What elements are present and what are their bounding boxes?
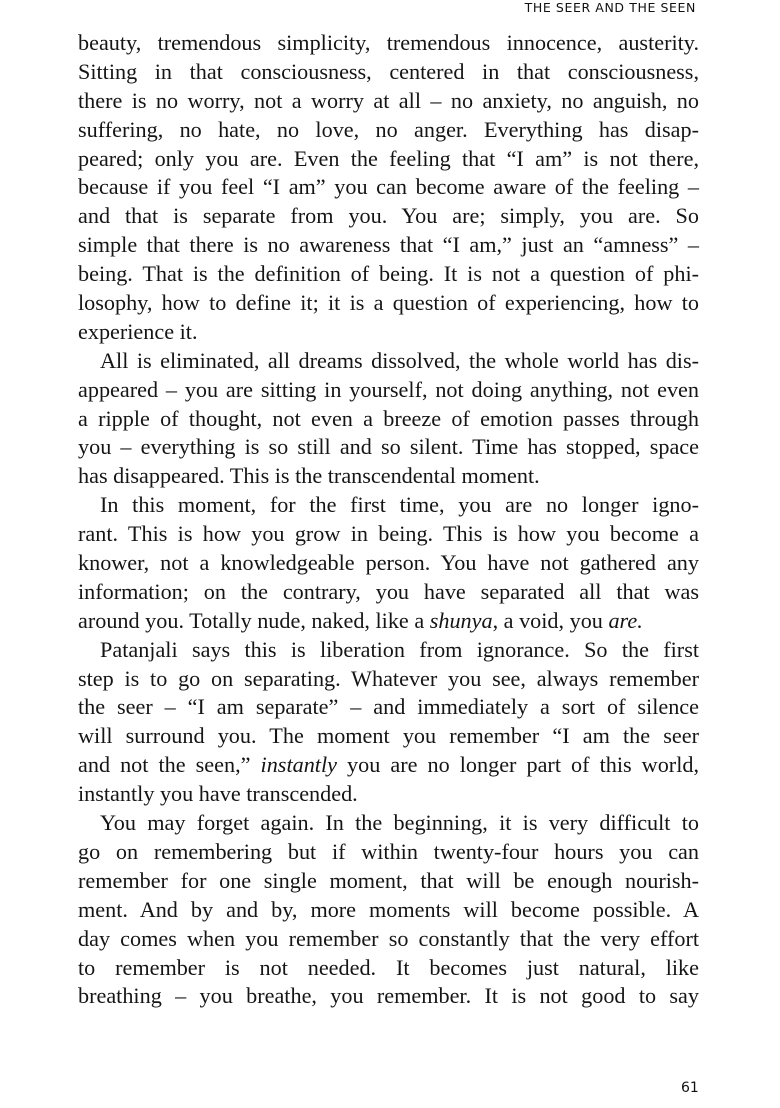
text-segment: experience it.	[78, 318, 198, 344]
text-segment: around you. Totally nude, naked, like a	[78, 607, 430, 633]
text-line	[78, 578, 699, 607]
text-segment: instantly you have transcended.	[78, 781, 358, 807]
text-segment: Sitting in that consciousness, centered in that consciousness,	[78, 58, 699, 84]
text-segment: simple that there is no awareness that “I am,” just an “amness” –	[78, 232, 699, 258]
text-segment: knower, not a knowledgeable person. You have not gathered any	[78, 550, 699, 576]
text-line	[78, 405, 699, 434]
text-segment: to remember is not needed. It becomes just natural, like	[78, 954, 699, 980]
text-segment: a ripple of thought, not even a breeze of emotion passes through	[78, 405, 699, 431]
text-segment: and that is separate from you. You are; simply, you are. So	[78, 203, 699, 229]
paragraph	[78, 491, 699, 635]
text-line	[78, 520, 699, 549]
italic-text: shunya	[429, 607, 493, 633]
body-text	[78, 29, 699, 1011]
text-line	[78, 260, 699, 289]
text-segment: there is no worry, not a worry at all – no anxiety, no anguish, no	[78, 87, 699, 113]
text-line	[78, 116, 699, 145]
page-number: 61	[681, 1080, 699, 1096]
text-segment: you – everything is so still and so silent. Time has stopped, space	[78, 434, 699, 460]
text-segment: day comes when you remember so constantly that the very effort	[78, 925, 699, 951]
text-line	[78, 925, 699, 954]
paragraph	[78, 347, 699, 491]
text-line	[78, 867, 699, 896]
text-segment: will surround you. The moment you remember “I am the seer	[78, 723, 699, 749]
paragraph	[78, 636, 699, 809]
text-line	[78, 491, 699, 520]
text-segment: being. That is the definition of being. It is not a question of phi-	[78, 261, 699, 287]
text-line	[78, 231, 699, 260]
text-segment: losophy, how to define it; it is a question of experiencing, how to	[78, 290, 699, 316]
italic-text: are.	[608, 607, 643, 633]
text-segment: You may forget again. In the beginning, it is very difficult to	[100, 810, 699, 836]
text-segment: breathing – you breathe, you remember. It is not good to say	[78, 983, 699, 1009]
text-segment: appeared – you are sitting in yourself, not doing anything, not even	[78, 376, 699, 402]
text-line	[78, 173, 699, 202]
text-line	[78, 636, 699, 665]
text-line	[78, 58, 699, 87]
paragraph	[78, 29, 699, 347]
text-segment: rant. This is how you grow in being. This is how you become a	[78, 521, 699, 547]
text-segment: go on remembering but if within twenty-four hours you can	[78, 838, 699, 864]
text-segment: Patanjali says this is liberation from ignorance. So the first	[100, 636, 699, 662]
text-segment: ment. And by and by, more moments will become possible. A	[78, 896, 699, 922]
text-line	[78, 549, 699, 578]
text-line	[78, 347, 699, 376]
text-line	[78, 838, 699, 867]
text-segment: the seer – “I am separate” – and immediately a sort of silence	[78, 694, 699, 720]
text-segment: and not the seen,”	[78, 752, 261, 778]
text-line	[78, 145, 699, 174]
text-line	[78, 722, 699, 751]
text-line	[78, 607, 699, 636]
text-line	[78, 751, 699, 780]
text-segment: remember for one single moment, that will be enough nourish-	[78, 867, 699, 893]
text-segment: In this moment, for the first time, you are no longer igno-	[100, 492, 699, 518]
text-line	[78, 202, 699, 231]
text-segment: has disappeared. This is the transcendental moment.	[78, 463, 540, 489]
text-line	[78, 809, 699, 838]
italic-text: instantly	[260, 752, 337, 778]
text-line	[78, 665, 699, 694]
text-line	[78, 376, 699, 405]
text-line	[78, 780, 699, 809]
text-line	[78, 982, 699, 1011]
text-line	[78, 693, 699, 722]
text-line	[78, 433, 699, 462]
text-line	[78, 896, 699, 925]
text-line	[78, 87, 699, 116]
text-line	[78, 954, 699, 983]
text-segment: step is to go on separating. Whatever you see, always remember	[78, 665, 699, 691]
text-line	[78, 29, 699, 58]
text-segment: All is eliminated, all dreams dissolved, the whole world has dis-	[100, 347, 699, 373]
text-segment: suffering, no hate, no love, no anger. Everything has disap-	[78, 116, 699, 142]
text-segment: because if you feel “I am” you can become aware of the feeling –	[78, 174, 699, 200]
running-header: THE SEER AND THE SEEN	[524, 0, 696, 15]
text-line	[78, 318, 699, 347]
text-segment: you are no longer part of this world,	[336, 752, 699, 778]
text-segment: information; on the contrary, you have separated all that was	[78, 578, 699, 604]
text-segment: , a void, you	[492, 607, 609, 633]
text-line	[78, 462, 699, 491]
paragraph	[78, 809, 699, 1011]
text-line	[78, 289, 699, 318]
text-segment: peared; only you are. Even the feeling that “I am” is not there,	[78, 145, 699, 171]
text-segment: beauty, tremendous simplicity, tremendous innocence, austerity.	[78, 30, 699, 55]
